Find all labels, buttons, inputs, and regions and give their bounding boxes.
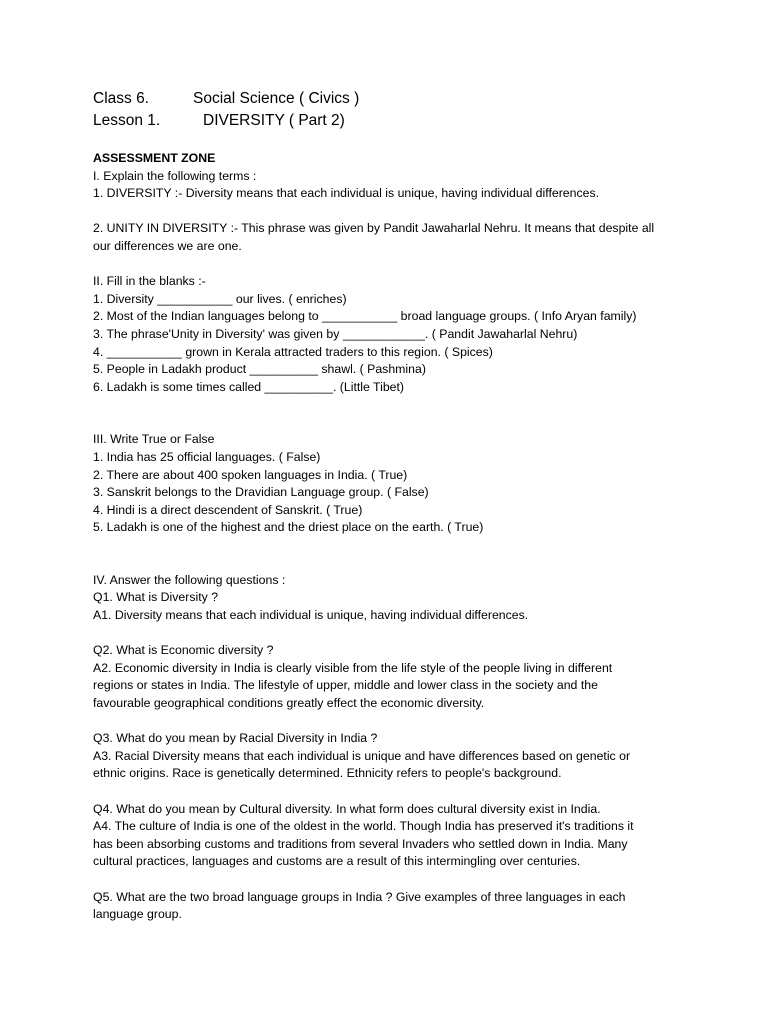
- section1-item: 1. DIVERSITY :- Diversity means that each individual is unique, having individual differences.: [93, 186, 600, 201]
- section4-heading: IV. Answer the following questions :: [93, 572, 286, 587]
- fill-blank-item: 1. Diversity ___________ our lives. ( enriches): [93, 291, 347, 306]
- true-false-item: 2. There are about 400 spoken languages in India. ( True): [93, 467, 408, 482]
- answer-a4: A4. The culture of India is one of the oldest in the world. Though India has preserved it's traditions it: [93, 819, 634, 834]
- question-q5: language group.: [93, 907, 182, 922]
- question-q1: Q1. What is Diversity ?: [93, 590, 219, 605]
- question-q2: Q2. What is Economic diversity ?: [93, 643, 274, 658]
- lesson-label: Lesson 1.: [93, 112, 161, 129]
- document-content: [93, 150, 693, 924]
- fill-blank-item: 4. ___________ grown in Kerala attracted traders to this region. ( Spices): [93, 344, 493, 359]
- header-row-lesson: [93, 110, 359, 132]
- true-false-item: 4. Hindi is a direct descendent of Sanskrit. ( True): [93, 502, 363, 517]
- section2-heading: II. Fill in the blanks :-: [93, 274, 206, 289]
- answer-a4: has been absorbing customs and traditions from several Invaders who settled down in India. Many: [93, 836, 628, 851]
- answer-a2: favourable geographical conditions greatly effect the economic diversity.: [93, 696, 485, 711]
- section1-item: 2. UNITY IN DIVERSITY :- This phrase was given by Pandit Jawaharlal Nehru. It means that despite all: [93, 221, 655, 236]
- question-q5: Q5. What are the two broad language groups in India ? Give examples of three languages in each: [93, 889, 626, 904]
- question-q3: Q3. What do you mean by Racial Diversity in India ?: [93, 731, 378, 746]
- subject-title: Social Science ( Civics ): [193, 90, 360, 107]
- document-header: [93, 88, 359, 132]
- lesson-title: DIVERSITY ( Part 2): [203, 112, 345, 129]
- answer-a4: cultural practices, languages and customs are a result of this intermingling over centuries.: [93, 854, 581, 869]
- fill-blank-item: 2. Most of the Indian languages belong to ___________ broad language groups. ( Info Aryan family): [93, 309, 637, 324]
- fill-blank-item: 3. The phrase'Unity in Diversity' was given by ____________. ( Pandit Jawaharlal Nehru): [93, 326, 578, 341]
- answer-a3: A3. Racial Diversity means that each individual is unique and have differences based on genetic or: [93, 748, 631, 763]
- section1-item: our differences we are one.: [93, 238, 242, 253]
- section1-heading: I. Explain the following terms :: [93, 168, 257, 183]
- section3-heading: III. Write True or False: [93, 432, 215, 447]
- fill-blank-item: 5. People in Ladakh product __________ shawl. ( Pashmina): [93, 362, 426, 377]
- true-false-item: 3. Sanskrit belongs to the Dravidian Language group. ( False): [93, 485, 429, 500]
- assessment-title: ASSESSMENT ZONE: [93, 151, 216, 165]
- true-false-item: 1. India has 25 official languages. ( False): [93, 449, 321, 464]
- fill-blank-item: 6. Ladakh is some times called __________. (Little Tibet): [93, 379, 405, 394]
- true-false-item: 5. Ladakh is one of the highest and the driest place on the earth. ( True): [93, 520, 484, 535]
- header-row-class: [93, 88, 359, 110]
- answer-a2: A2. Economic diversity in India is clearly visible from the life style of the people living in different: [93, 660, 613, 675]
- answer-a2: regions or states in India. The lifestyle of upper, middle and lower class in the society and the: [93, 678, 598, 693]
- answer-a3: ethnic origins. Race is genetically determined. Ethnicity refers to people's background.: [93, 766, 562, 781]
- class-label: Class 6.: [93, 90, 149, 107]
- answer-a1: A1. Diversity means that each individual is unique, having individual differences.: [93, 608, 529, 623]
- question-q4: Q4. What do you mean by Cultural diversity. In what form does cultural diversity exist in India.: [93, 801, 601, 816]
